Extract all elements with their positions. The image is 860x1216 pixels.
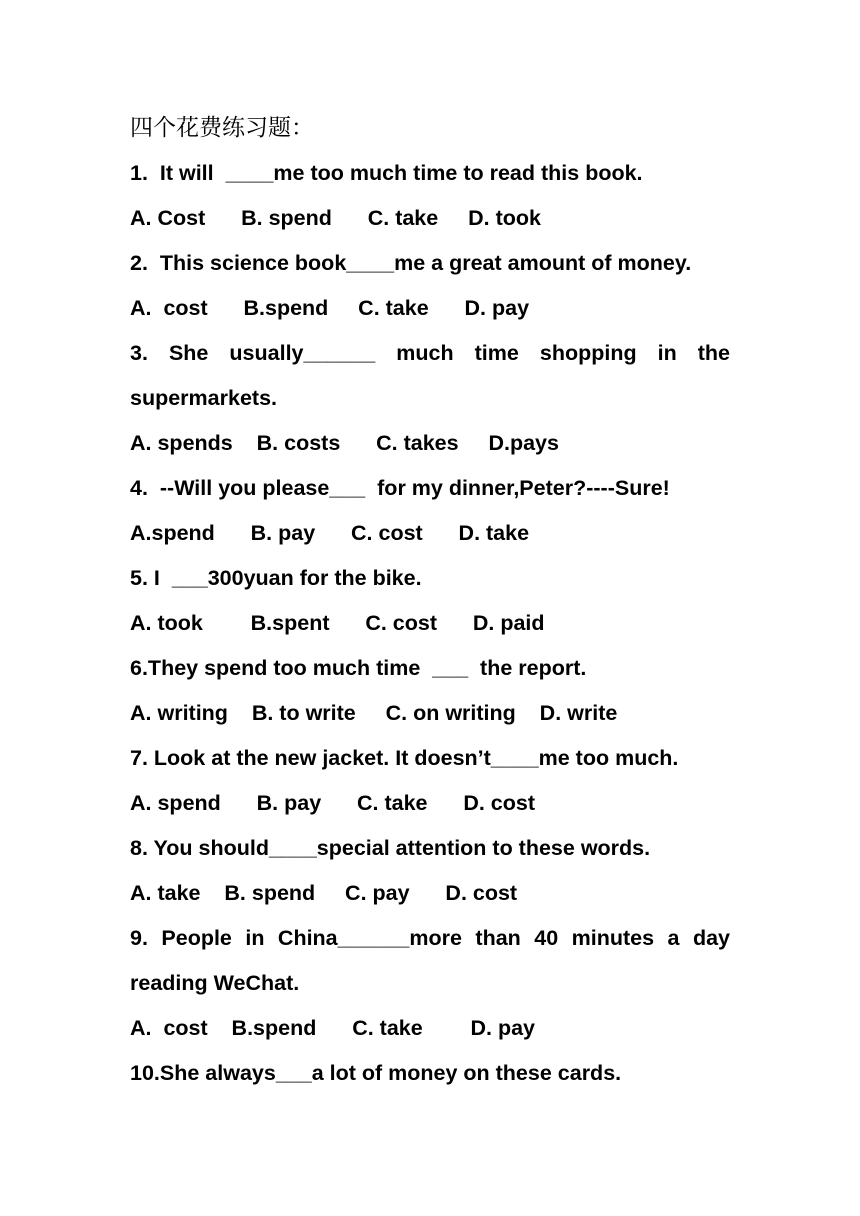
question-stem: 8. You should____special attention to these words. [130,836,651,860]
question-stem: 10.She always___a lot of money on these cards. [130,1061,622,1085]
question-stem-continued: supermarkets. [130,386,277,410]
question-6 [130,646,730,736]
question-options: A. Cost B. spend C. take D. took [130,206,541,230]
question-stem: 5. I ___300yuan for the bike. [130,566,422,590]
question-stem: 4. --Will you please___ for my dinner,Peter?----Sure! [130,476,670,500]
question-options: A. spends B. costs C. takes D.pays [130,431,559,455]
question-10 [130,1051,730,1096]
question-options: A. cost B.spend C. take D. pay [130,1016,536,1040]
question-options: A. cost B.spend C. take D. pay [130,296,530,320]
question-5 [130,556,730,646]
question-4 [130,466,730,556]
question-3 [130,331,730,466]
question-options: A. writing B. to write C. on writing D. write [130,701,618,725]
worksheet-title: 四个花费练习题： [130,115,314,141]
question-stem: 7. Look at the new jacket. It doesn’t____me too much. [130,746,679,770]
worksheet [130,106,730,1096]
question-8 [130,826,730,916]
question-options: A. spend B. pay C. take D. cost [130,791,536,815]
question-options: A. took B.spent C. cost D. paid [130,611,545,635]
question-stem-continued: reading WeChat. [130,971,300,995]
question-7 [130,736,730,826]
question-stem: 6.They spend too much time ___ the report. [130,656,587,680]
question-2 [130,241,730,331]
question-stem: 9. People in China______more than 40 minutes a day [130,926,730,950]
question-stem: 3. She usually______ much time shopping in the [130,341,730,365]
question-options: A. take B. spend C. pay D. cost [130,881,518,905]
question-stem: 1. It will ____me too much time to read this book. [130,161,643,185]
question-stem: 2. This science book____me a great amount of money. [130,251,692,275]
question-1 [130,151,730,241]
question-options: A.spend B. pay C. cost D. take [130,521,530,545]
question-9 [130,916,730,1051]
